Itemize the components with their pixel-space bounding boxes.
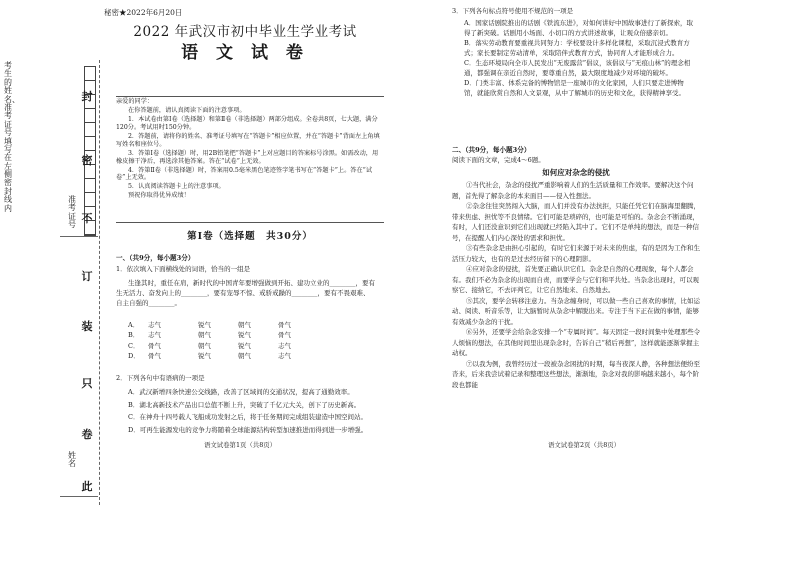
name-label: 姓名 (68, 451, 76, 469)
page2-footer: 语文试卷第2页（共8页） (548, 441, 621, 449)
option-word: 朝气 (238, 321, 251, 329)
article-paragraph: ④应对杂念的侵扰，首先要正确认识它们。杂念是自然的心理现象，每个人都会有。我们不必为杂念的出现而自责，而要学会与它们和平共处。当杂念出现时，可以观察它、接纳它，不去评判它，让它自然地来、自然地去。 (452, 265, 699, 295)
seal-char: 只 (81, 377, 93, 390)
article-title: 如何应对杂念的侵扰 (542, 168, 610, 177)
name-line (60, 496, 98, 497)
option-word: 朝气 (198, 341, 211, 350)
option-letter: D． (128, 352, 140, 361)
seal-char: 此 (81, 480, 93, 493)
seal-line (99, 60, 100, 505)
exam-title: 2022 年武汉市初中毕业生学业考试 (133, 24, 357, 40)
binding-instruction: 考生的姓名、准考证号填写在左侧密封线内 (4, 61, 20, 213)
article-paragraph: ⑦以我为例，我曾经历过一段被杂念困扰的时期，每当夜深人静，各种想法便纷至沓来，后来我尝试着记录和整理这些想法，渐渐地，杂念对我的影响越来越小，每个阶段也都能 (452, 359, 700, 389)
option-word: 骨气 (278, 331, 291, 340)
q3-option-a[interactable]: A．国家话剧院推出的话剧《铁流东进》，对如何讲好中国故事进行了新探索，取得了新突破。话剧用小场面、小切口的方式讲述故事，让观众倍感亲切。 (464, 19, 693, 38)
notice-intro: 在你答题前，请认真阅读下面的注意事项。 (128, 106, 246, 114)
option-word: 锐气 (198, 321, 211, 329)
q2-stem: 2．下列各句中有语病的一项是 (116, 374, 205, 382)
option-word: 锐气 (198, 352, 211, 361)
exam-number-line (60, 236, 98, 237)
notice-greeting: 亲爱的同学： (116, 98, 154, 105)
q2-option-a[interactable]: A．武汉新增四条快速公交线路，改善了区域间的交通状况，提高了通勤效率。 (128, 388, 354, 396)
section-two-intro: 阅读下面的文章，完成4～6题。 (452, 156, 545, 164)
article-paragraph: ⑤其次，要学会转移注意力。当杂念缠身时，可以做一些自己喜欢的事情，比如运动、阅读、听音乐等，让大脑暂时从杂念中解脱出来。专注于当下正在做的事情，能够有效减少杂念的干扰。 (452, 296, 700, 326)
section-two-heading: 二、（共9分，每小题3分） (452, 146, 531, 154)
notice-top-rule (116, 96, 384, 97)
option-word: 骨气 (148, 352, 161, 361)
option-word: 锐气 (238, 331, 251, 340)
option-word: 骨气 (278, 321, 291, 329)
seal-char: 封 (81, 90, 93, 103)
article-paragraph: ①当代社会，杂念的侵扰严重影响着人们的生活质量和工作效率。要解决这个问题，首先得了解杂念的本来面目——侵入性想法。 (452, 181, 694, 200)
notice-bottom-rule (116, 222, 384, 223)
q2-option-d[interactable]: D．可再生能源发电的竞争力将随着全球能源结构转型加速推进而得到进一步增强。 (128, 426, 368, 435)
article-paragraph: ③有些杂念是由担心引起的，有时它们来源于对未来的焦虑，有的是因为工作和生活压力较大，也有的是过去经历留下的心理阴影。 (452, 244, 700, 263)
q3-options (464, 18, 696, 99)
q1-passage-line: 生逢其时，重任在肩，新时代的中国青年要增强做到开拓、建功立业的________，要有 (128, 279, 375, 287)
secret-mark: 秘密★2022年6月20日 (104, 8, 183, 17)
seal-char: 订 (81, 270, 93, 283)
option-word: 志气 (148, 331, 161, 340)
option-word: 志气 (278, 341, 291, 350)
article-paragraph: ②杂念往往突然闯入大脑，而人们并没有办法抗拒，只能任凭它们在脑海里翻腾，带来焦虑、担忧等不良情绪。它们可能是琐碎的，也可能是可怕的。杂念会不断涌现，有时，人们还没意识到它们出现就已经陷入其中了。它们不是单纯的想法，而是一种信号，在提醒人们内心深处的需求和担忧。 (452, 202, 700, 242)
page1-footer: 语文试卷第1页（共8页） (204, 441, 277, 449)
seal-char: 不 (81, 212, 93, 225)
notice-block (116, 98, 384, 201)
notice-item: 3．答第Ⅰ卷（选择题）时，用2B铅笔把“答题卡”上对应题目的答案标号涂黑。如需改动，用橡皮擦干净后，再选涂其他答案。答在“试卷”上无效。 (116, 149, 379, 165)
q3-option-b[interactable]: B．落实劳动教育要重视共同努力：学校要设计多样化课程，采取沉浸式教育方式；家长要制定劳动清单，采取陪伴式教育方式，协同育人才能形成合力。 (464, 39, 690, 58)
q1-option-b[interactable] (128, 330, 378, 340)
notice-item: 1．本试卷由第Ⅰ卷（选择题）和第Ⅱ卷（非选择题）两部分组成。全卷共8页，七大题，满分120分。考试用时150分钟。 (116, 115, 378, 131)
option-word: 朝气 (238, 352, 251, 361)
notice-closing: 预祝你取得优异成绩！ (128, 192, 190, 200)
paper-subtitle: 语 文 试 卷 (181, 43, 309, 63)
section-one-heading: 一、（共9分，每小题3分） (116, 254, 195, 262)
q1-option-a[interactable] (128, 320, 378, 330)
q1-options (128, 320, 378, 362)
option-word: 朝气 (198, 331, 211, 340)
seal-char: 装 (81, 320, 93, 333)
article-body (452, 180, 702, 390)
q1-stem: 1．依次填入下面横线处的词语，恰当的一组是 (116, 265, 251, 273)
notice-item: 2．答题前，请将你的姓名、准考证号填写在“答题卡”相应位置，并在“答题卡”背面左上角填写姓名和座位号。 (116, 132, 380, 148)
q1-passage-line: 生无活力、奋发向上的________，要有宠辱不惊、戒骄戒躁的________，要有不畏艰难、 (116, 289, 370, 298)
option-word: 骨气 (148, 341, 161, 350)
q1-option-d[interactable] (128, 351, 378, 361)
seal-char: 卷 (81, 428, 93, 441)
option-word: 锐气 (238, 341, 251, 350)
q1-passage (116, 278, 384, 308)
seal-char: 密 (81, 154, 93, 167)
q2-option-c[interactable]: C．在神舟十四号载人飞船成功发射之后，将于任务期间完成组装建造中国空间站。 (128, 413, 367, 422)
option-letter: B． (128, 331, 140, 340)
q2-option-b[interactable]: B．湖北高新技术产品出口总值不断上升，突破了千亿元大关，创下了历史新高。 (128, 400, 361, 409)
option-letter: A． (128, 321, 140, 329)
notice-item: 5．认真阅读答题卡上的注意事项。 (128, 183, 225, 191)
q1-option-c[interactable] (128, 341, 378, 351)
exam-number-label: 准考证号 (68, 195, 76, 230)
article-paragraph: ⑥另外，还要学会给杂念安排一个“专属时间”。每天固定一段时间集中处理那些令人烦恼的想法，在其他时间里出现杂念时，告诉自己“稍后再想”，这样就能逐渐掌握主动权。 (452, 328, 701, 358)
q3-option-d[interactable]: D．门类丰富、体系完备的博物馆是一座城市的文化家园，人们只要走进博物馆，就能欣赏自然和人文景观，从中了解城市的历史和文化，获得精神享受。 (464, 79, 685, 98)
notice-item: 4．答第Ⅱ卷（非选择题）时，答案用0.5毫米黑色笔迹签字笔书写在“答题卡”上。答在“试卷”上无效。 (116, 166, 373, 182)
option-word: 志气 (278, 352, 291, 361)
part1-title: 第Ⅰ卷（选择题 共30分） (187, 231, 313, 242)
option-letter: C． (128, 341, 140, 350)
q3-stem: 3．下列各句标点符号使用不规范的一项是 (452, 7, 574, 15)
q2-options (128, 386, 386, 437)
q1-passage-line: 自主自强的________。 (116, 299, 181, 308)
q3-option-c[interactable]: C．生态环境局向全市人民发出“无废露营”倡议，该倡议与“无痕山林”的理念相通，都强调在亲近自然时，要尊重自然，最大限度地减少对环境的破坏。 (464, 59, 691, 78)
option-word: 志气 (148, 321, 161, 329)
